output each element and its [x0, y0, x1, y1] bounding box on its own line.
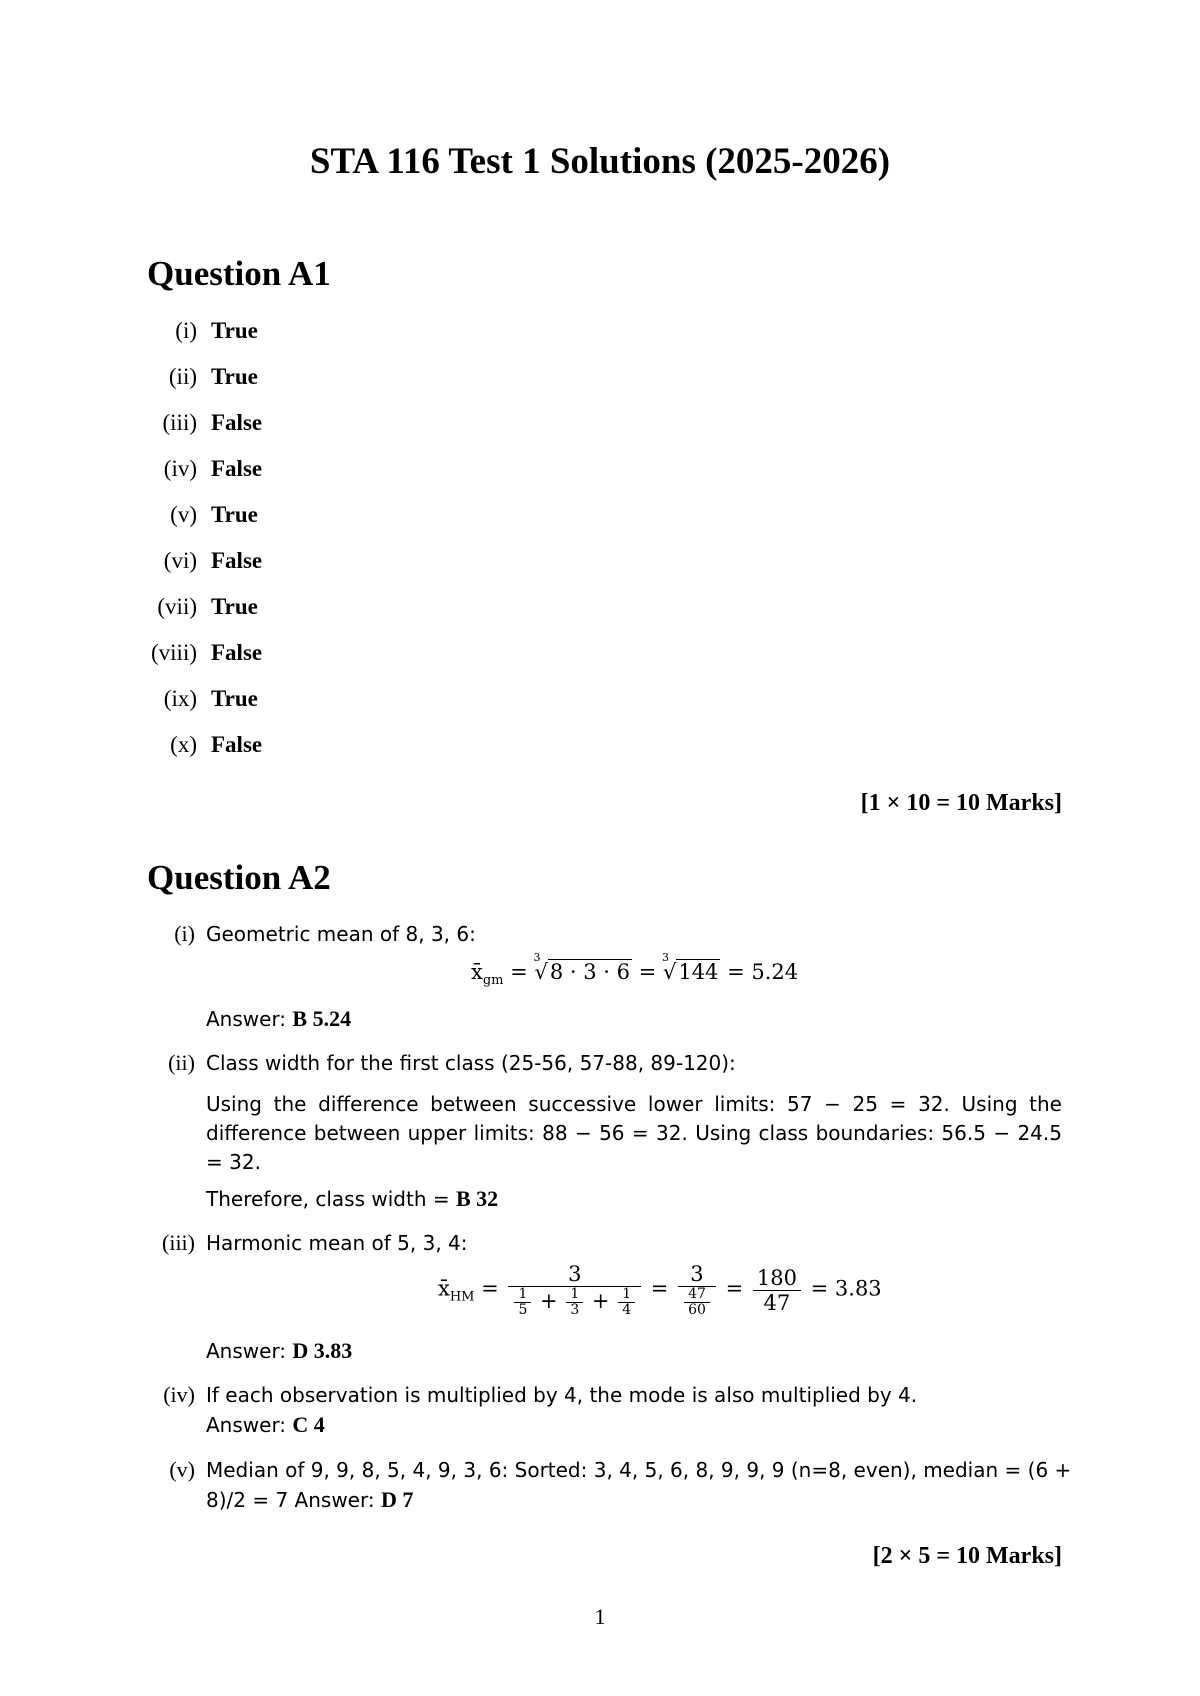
root-index: 3 [661, 951, 669, 964]
answer-prefix: Answer: [206, 1007, 287, 1031]
a1-item-label: (viii) [151, 640, 197, 665]
a1-item-label: (i) [175, 318, 197, 343]
a2-answer-line [206, 1410, 1062, 1440]
inner-fraction-den: 60 [684, 1302, 710, 1318]
unit-fraction [514, 1287, 531, 1318]
a1-item-answer: True [211, 594, 258, 619]
a2-item-text-continued: 8)/2 = 7 [206, 1488, 289, 1512]
answer-value: C 4 [292, 1412, 325, 1437]
question-a1-marks: [1 × 10 = 10 Marks] [860, 790, 1062, 816]
a1-item-answer: False [211, 410, 263, 435]
a2-answer-line [206, 1485, 1062, 1515]
answer-value: B 32 [455, 1186, 499, 1211]
radicand: 8 · 3 · 6 [549, 960, 630, 984]
a2-answer-line [206, 1004, 1062, 1034]
hm-step2-fraction [678, 1262, 716, 1318]
formula-lhs: x̄ [438, 1276, 450, 1301]
formula-result: 5.24 [751, 960, 799, 984]
document-title: STA 116 Test 1 Solutions (2025-2026) [309, 141, 891, 182]
a2-item-label: (v) [169, 1457, 195, 1482]
a1-item-label: (vi) [163, 548, 197, 573]
question-a2-heading: Question A2 [147, 858, 331, 897]
answer-value: D 3.83 [292, 1338, 353, 1363]
step2-numerator: 3 [690, 1262, 704, 1286]
hm-denominator: $\frac{1}{5}$ + $\frac{1}{3}$ + $\frac{1}{4}$ [508, 1286, 641, 1318]
a2-item-text: Median of 9, 9, 8, 5, 4, 9, 3, 6: Sorted: 3, 4, 5, 6, 8, 9, 9, 9 (n=8, even), median = (6 + [206, 1458, 1072, 1482]
answer-prefix: Answer: [294, 1488, 375, 1512]
a1-item-label: (x) [170, 732, 197, 757]
a1-item-label: (vii) [157, 594, 197, 619]
answer-value: B 5.24 [292, 1006, 352, 1031]
a1-item-answer: True [211, 318, 258, 343]
a2-answer-line [206, 1184, 1062, 1214]
harmonic-mean-formula: $x̄_{HM}$ = 3 $\frac{1}{5}$ + $\frac{1}{3}$ + $\frac{1}{4}$ = $\frac{3}{\frac{47}{60}}$ = $\frac{180}{47}$ = 3.83 [438, 1262, 882, 1318]
cube-root: 3 √144 [661, 951, 719, 984]
hm-step3-fraction [753, 1266, 801, 1315]
cube-root: 3 √8 · 3 · 6 [533, 951, 630, 984]
formula-lhs: x̄ [471, 960, 483, 984]
formula-result: 3.83 [834, 1276, 882, 1301]
a1-item-answer: False [211, 548, 263, 573]
a1-item-label: (ix) [163, 686, 197, 711]
unit-fraction-num: 1 [570, 1286, 580, 1302]
a2-item-text: Geometric mean of 8, 3, 6: [206, 922, 476, 946]
a2-item-label: (iv) [163, 1382, 195, 1407]
unit-fraction [618, 1287, 635, 1318]
unit-fraction [566, 1287, 583, 1318]
a2-item-text: Class width for the first class (25-56, 57-88, 89-120): [206, 1051, 736, 1075]
radicand: 144 [678, 960, 719, 984]
answer-prefix: Answer: [206, 1339, 287, 1363]
a1-item-answer: False [211, 732, 263, 757]
a2-item-text: Harmonic mean of 5, 3, 4: [206, 1231, 468, 1255]
answer-value: D 7 [380, 1487, 414, 1512]
hm-fraction [508, 1262, 641, 1318]
a2-item-text: If each observation is multiplied by 4, the mode is also multiplied by 4. [206, 1383, 918, 1407]
inner-fraction-num: 47 [688, 1286, 706, 1302]
unit-fraction-den: 4 [618, 1302, 635, 1318]
answer-prefix: Therefore, class width = [206, 1187, 450, 1211]
unit-fraction-den: 3 [566, 1302, 583, 1318]
a1-item-label: (iv) [163, 456, 197, 481]
page-number: 1 [594, 1604, 606, 1629]
formula-lhs-subscript: gm [482, 973, 504, 989]
unit-fraction-num: 1 [518, 1286, 528, 1302]
a2-item-label: (i) [174, 921, 195, 946]
unit-fraction-num: 1 [622, 1286, 632, 1302]
question-a2-marks: [2 × 5 = 10 Marks] [872, 1543, 1062, 1569]
step3-numerator: 180 [756, 1265, 797, 1290]
formula-lhs-subscript: HM [449, 1289, 475, 1305]
step3-denominator: 47 [753, 1290, 801, 1315]
a1-item-label: (iii) [162, 410, 197, 435]
a2-item-label: (iii) [162, 1230, 195, 1255]
a1-item-label: (v) [170, 502, 197, 527]
geometric-mean-formula: $x̄_{gm}$ = 3 √8 · 3 · 6 = 3 √144 = 5.24 [471, 951, 799, 989]
unit-fraction-den: 5 [514, 1302, 531, 1318]
hm-numerator: 3 [568, 1262, 582, 1286]
a1-item-answer: True [211, 686, 258, 711]
answer-prefix: Answer: [206, 1413, 287, 1437]
a1-item-answer: False [211, 456, 263, 481]
question-a1-heading: Question A1 [147, 254, 331, 293]
a2-answer-line [206, 1336, 1062, 1366]
a1-item-label: (ii) [168, 364, 197, 389]
a1-item-answer: True [211, 364, 258, 389]
step2-denominator [678, 1286, 716, 1318]
a2-item-label: (ii) [168, 1050, 195, 1075]
a2-item-paragraph: Using the difference between successive lower limits: 57 − 25 = 32. Using the difference between upper limits: 88 − 56 = 32. Using class boundaries: 56.5 − 24.5 = 32. [206, 1092, 1062, 1174]
inner-fraction [684, 1287, 710, 1318]
a1-item-answer: False [211, 640, 263, 665]
a1-item-answer: True [211, 502, 258, 527]
root-index: 3 [533, 951, 541, 964]
